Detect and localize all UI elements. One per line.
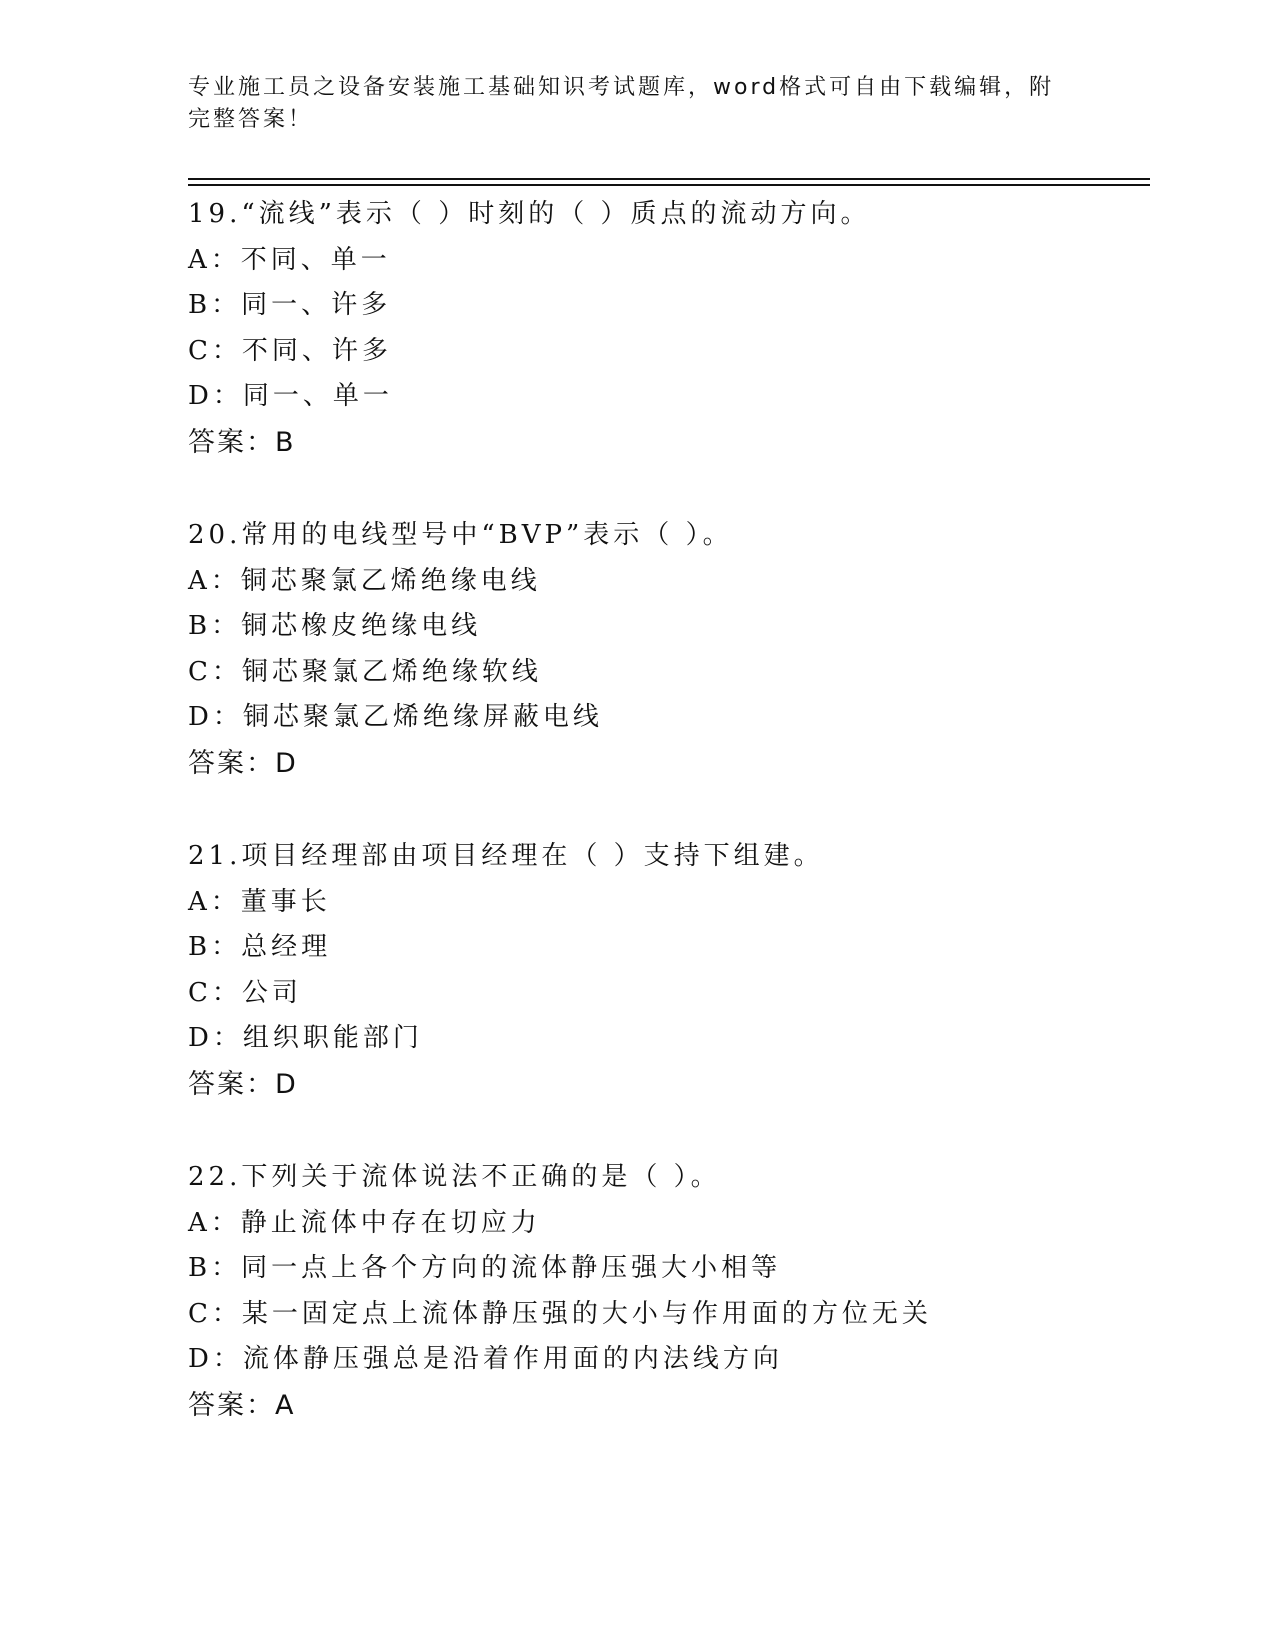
answer: 答案：A <box>188 1389 296 1421</box>
option-a: A：不同、单一 <box>188 244 391 275</box>
option-d: D：同一、单一 <box>188 381 393 411</box>
header-divider-top <box>188 178 1150 180</box>
option-b: B：总经理 <box>188 932 332 962</box>
question-20 <box>188 513 1148 786</box>
option-d: D：流体静压强总是沿着作用面的内法线方向 <box>188 1344 783 1374</box>
question-stem: 20.常用的电线型号中“BVP”表示（ ）。 <box>188 520 733 550</box>
question-21 <box>188 834 1148 1107</box>
question-list <box>188 192 1148 1476</box>
header-divider-bottom <box>188 184 1150 186</box>
option-a: A：铜芯聚氯乙烯绝缘电线 <box>188 565 541 596</box>
answer: 答案：D <box>188 747 298 779</box>
question-19 <box>188 192 1148 465</box>
option-c: C：不同、许多 <box>188 335 392 366</box>
option-c: C：铜芯聚氯乙烯绝缘软线 <box>188 656 542 687</box>
answer: 答案：B <box>188 426 296 458</box>
option-d: D：组织职能部门 <box>188 1023 423 1053</box>
option-b: B：铜芯橡皮绝缘电线 <box>188 611 482 641</box>
question-stem: 21.项目经理部由项目经理在（ ）支持下组建。 <box>188 841 824 871</box>
option-b: B：同一点上各个方向的流体静压强大小相等 <box>188 1253 782 1283</box>
question-22 <box>188 1155 1148 1428</box>
option-a: A：静止流体中存在切应力 <box>188 1207 541 1238</box>
question-stem: 22.下列关于流体说法不正确的是（ ）。 <box>188 1162 721 1192</box>
option-b: B：同一、许多 <box>188 290 392 320</box>
option-d: D：铜芯聚氯乙烯绝缘屏蔽电线 <box>188 702 603 732</box>
answer: 答案：D <box>188 1068 298 1100</box>
document-header: 专业施工员之设备安装施工基础知识考试题库，word格式可自由下载编辑，附完整答案！ <box>188 75 1055 132</box>
question-stem: 19.“流线”表示（ ）时刻的（ ）质点的流动方向。 <box>188 199 871 229</box>
option-c: C：某一固定点上流体静压强的大小与作用面的方位无关 <box>188 1298 932 1329</box>
option-c: C：公司 <box>188 977 302 1008</box>
option-a: A：董事长 <box>188 886 331 917</box>
